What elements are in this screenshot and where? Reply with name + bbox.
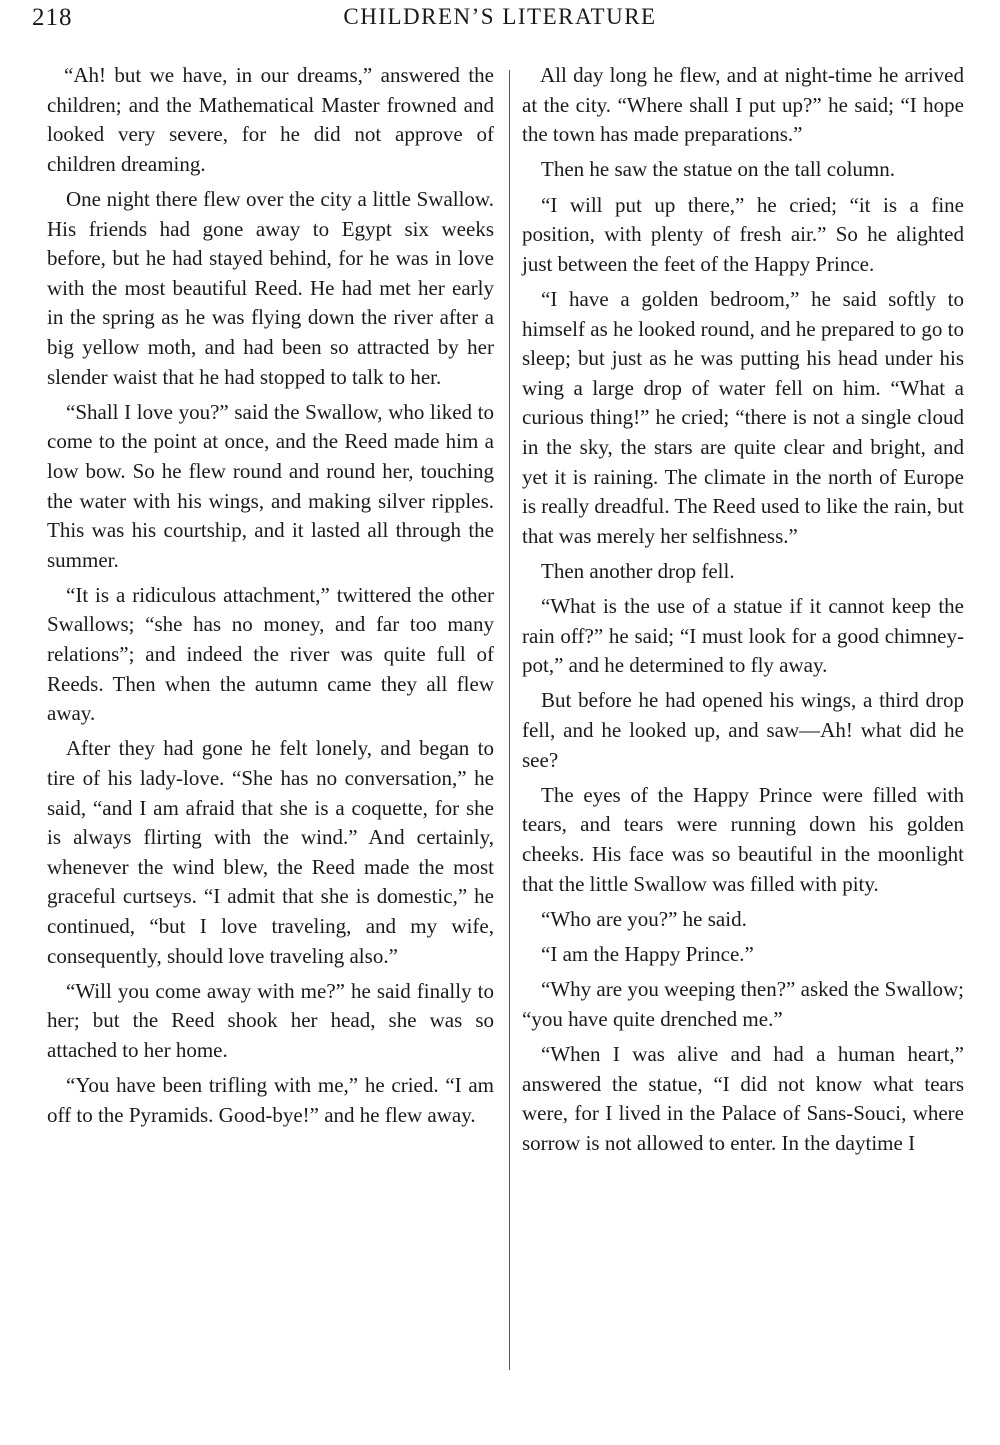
running-title: CHILDREN’S LITERATURE [343, 4, 657, 29]
paragraph: “Who are you?” he said. [541, 906, 747, 931]
paragraph: After they had gone he felt lonely, and began to tire of his lady-love. “She has no conversation,” he said, “and I am afraid that she is a coquette, for she is always flirting with the wind.” And certainly, whenever the wind blew, the Reed made the most graceful curtseys. “I admit that she is domestic,” he continued, “but I love traveling, and my wife, consequently, should love traveling also.” [47, 736, 494, 968]
paragraph: But before he had opened his wings, a third drop fell, and he looked up, and saw—Ah! what did he see? [522, 688, 964, 772]
paragraph: “Ah! but we have, in our dreams,” answered the children; and the Mathematical Master frowned and looked very severe, for he did not approve of children dreaming. [47, 63, 494, 176]
left-column [47, 61, 494, 1136]
page-number: 218 [32, 4, 73, 31]
paragraph: The eyes of the Happy Prince were filled with tears, and tears were running down his golden cheeks. His face was so beautiful in the moonlight that the little Swallow was filled with pity. [522, 782, 964, 896]
column-divider [509, 70, 510, 1370]
paragraph: Then he saw the statue on the tall column. [541, 157, 895, 182]
right-column [522, 61, 964, 1164]
paragraph: “Will you come away with me?” he said finally to her; but the Reed shook her head, she was so attached to her home. [47, 978, 494, 1062]
paragraph: All day long he flew, and at night-time he arrived at the city. “Where shall I put up?” he said; “I hope the town has made preparations.” [522, 63, 964, 147]
paragraph: “Shall I love you?” said the Swallow, who liked to come to the point at once, and the Reed made him a low bow. So he flew round and round her, touching the water with his wings, and making silver ripples. This was his courtship, and it lasted all through the summer. [47, 399, 494, 572]
paragraph: “What is the use of a statue if it cannot keep the rain off?” he said; “I must look for a good chimney-pot,” and he determined to fly away. [522, 594, 964, 678]
paragraph: “It is a ridiculous attachment,” twittered the other Swallows; “she has no money, and far too many relations”; and indeed the river was quite full of Reeds. Then when the autumn came they all flew away. [47, 582, 494, 726]
paragraph: “You have been trifling with me,” he cried. “I am off to the Pyramids. Good-bye!” and he flew away. [47, 1073, 494, 1127]
paragraph: “Why are you weeping then?” asked the Swallow; “you have quite drenched me.” [522, 977, 964, 1031]
paragraph: Then another drop fell. [541, 558, 735, 583]
paragraph: “When I was alive and had a human heart,” answered the statue, “I did not know what tears were, for I lived in the Palace of Sans-Souci, where sorrow is not allowed to enter. In the daytime I [522, 1041, 964, 1155]
paragraph: “I have a golden bedroom,” he said softly to himself as he looked round, and he prepared to go to sleep; but just as he was putting his head under his wing a large drop of water fell on him. “What a curious thing!” he cried; “there is not a single cloud in the sky, the stars are quite clear and bright, and yet it is raining. The climate in the north of Europe is really dreadful. The Reed used to like the rain, but that was merely her selfishness.” [522, 286, 964, 548]
paragraph: “I am the Happy Prince.” [541, 941, 754, 966]
paragraph: “I will put up there,” he cried; “it is a fine position, with plenty of fresh air.” So he alighted just between the feet of the Happy Prince. [522, 192, 964, 276]
paragraph: One night there flew over the city a little Swallow. His friends had gone away to Egypt six weeks before, but he had stayed behind, for he was in love with the most beautiful Reed. He had met her early in the spring as he was flying down the river after a big yellow moth, and had been so attracted by her slender waist that he had stopped to talk to her. [47, 186, 494, 389]
page-header [30, 4, 970, 44]
